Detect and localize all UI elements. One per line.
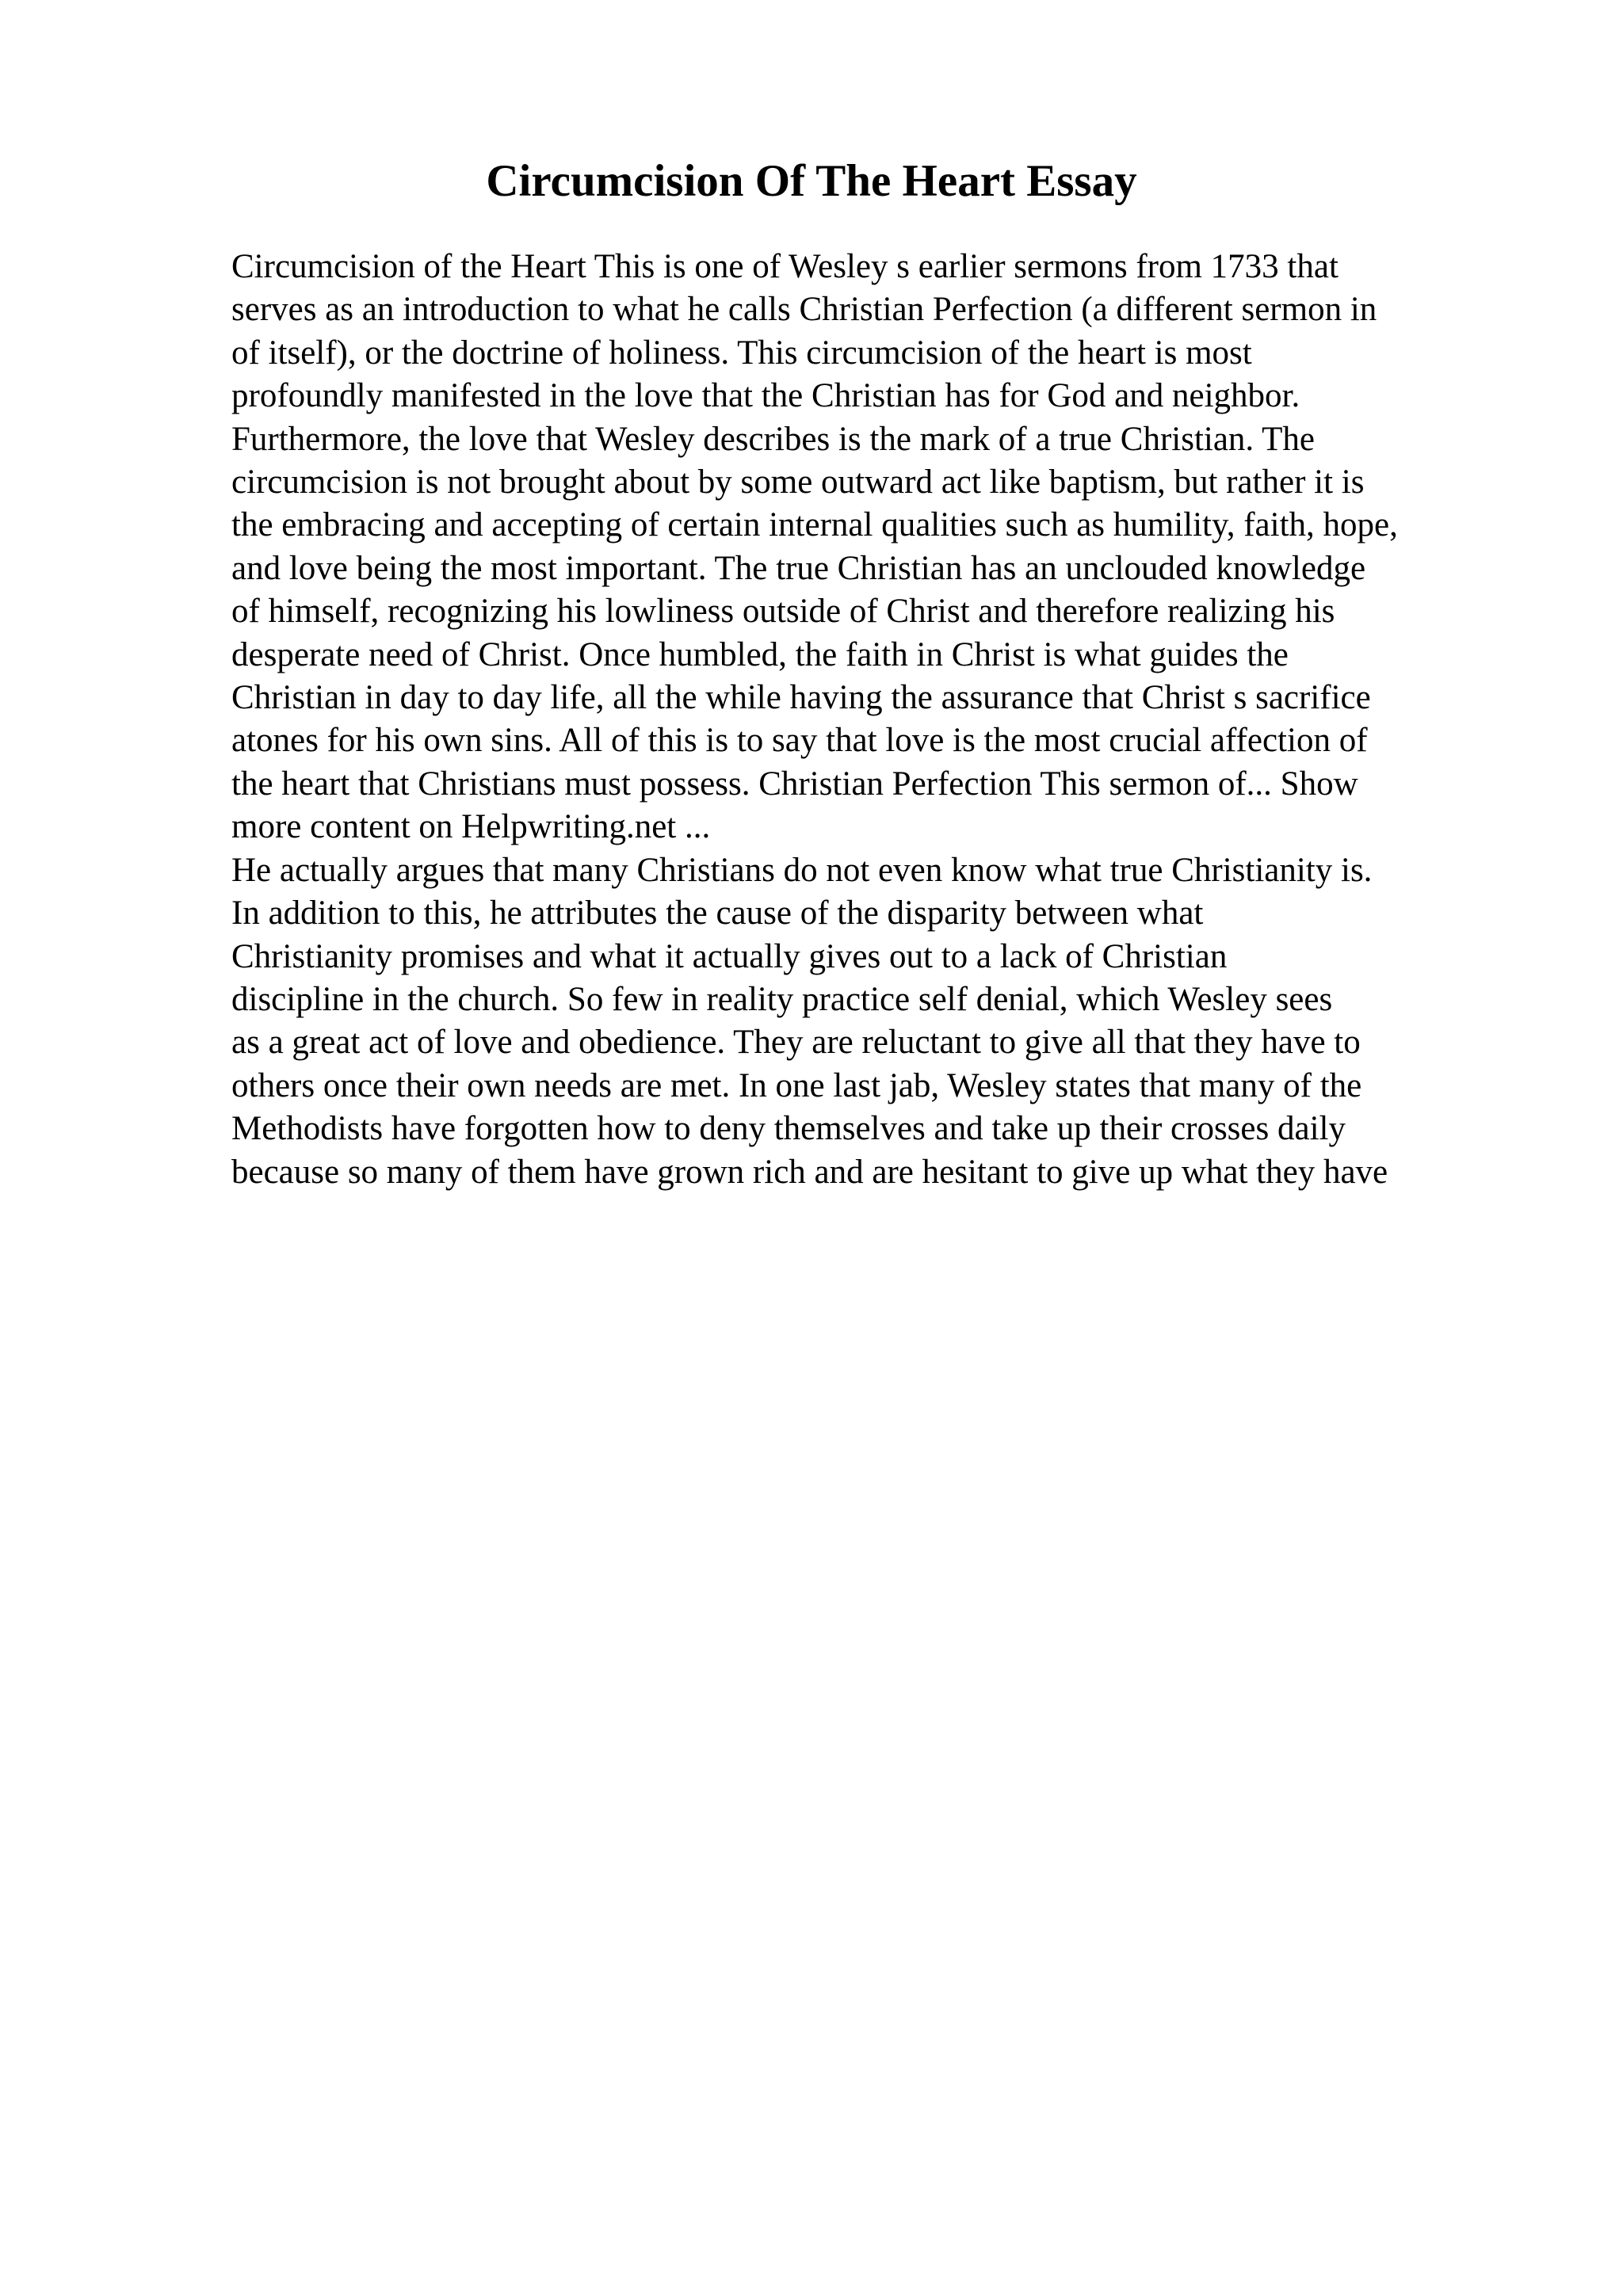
text-line: atones for his own sins. All of this is to say that love is the most crucial affection of xyxy=(231,722,1368,760)
text-line: Furthermore, the love that Wesley describes is the mark of a true Christian. The xyxy=(231,420,1315,458)
text-line: He actually argues that many Christians do not even know what true Christianity is. xyxy=(231,851,1373,889)
text-line: the embracing and accepting of certain internal qualities such as humility, faith, hope, xyxy=(231,506,1398,544)
text-line: profoundly manifested in the love that the Christian has for God and neighbor. xyxy=(231,377,1300,415)
document-title: Circumcision Of The Heart Essay xyxy=(486,156,1137,206)
text-line: the heart that Christians must possess. Christian Perfection This sermon of... Show xyxy=(231,765,1358,803)
text-line: Christianity promises and what it actually gives out to a lack of Christian xyxy=(231,937,1228,975)
text-line: because so many of them have grown rich and are hesitant to give up what they have xyxy=(231,1153,1388,1191)
document-body xyxy=(231,246,1515,1194)
text-line: of himself, recognizing his lowliness outside of Christ and therefore realizing his xyxy=(231,593,1335,631)
text-line: others once their own needs are met. In one last jab, Wesley states that many of the xyxy=(231,1066,1362,1104)
text-line: Circumcision of the Heart This is one of Wesley s earlier sermons from 1733 that xyxy=(231,248,1338,285)
text-line: desperate need of Christ. Once humbled, the faith in Christ is what guides the xyxy=(231,635,1289,673)
text-line: serves as an introduction to what he calls Christian Perfection (a different sermon in xyxy=(231,291,1377,329)
text-line: and love being the most important. The true Christian has an unclouded knowledge xyxy=(231,549,1366,587)
text-line: In addition to this, he attributes the cause of the disparity between what xyxy=(231,894,1204,933)
text-line: as a great act of love and obedience. They are reluctant to give all that they have to xyxy=(231,1024,1361,1062)
text-line: of itself), or the doctrine of holiness. This circumcision of the heart is most xyxy=(231,334,1252,372)
text-line: circumcision is not brought about by some outward act like baptism, but rather it is xyxy=(231,463,1365,502)
text-line: Methodists have forgotten how to deny themselves and take up their crosses daily xyxy=(231,1110,1346,1148)
text-line: discipline in the church. So few in reality practice self denial, which Wesley sees xyxy=(231,980,1333,1018)
text-line: Christian in day to day life, all the while having the assurance that Christ s sacrifice xyxy=(231,679,1371,717)
text-line: more content on Helpwriting.net ... xyxy=(231,808,711,846)
